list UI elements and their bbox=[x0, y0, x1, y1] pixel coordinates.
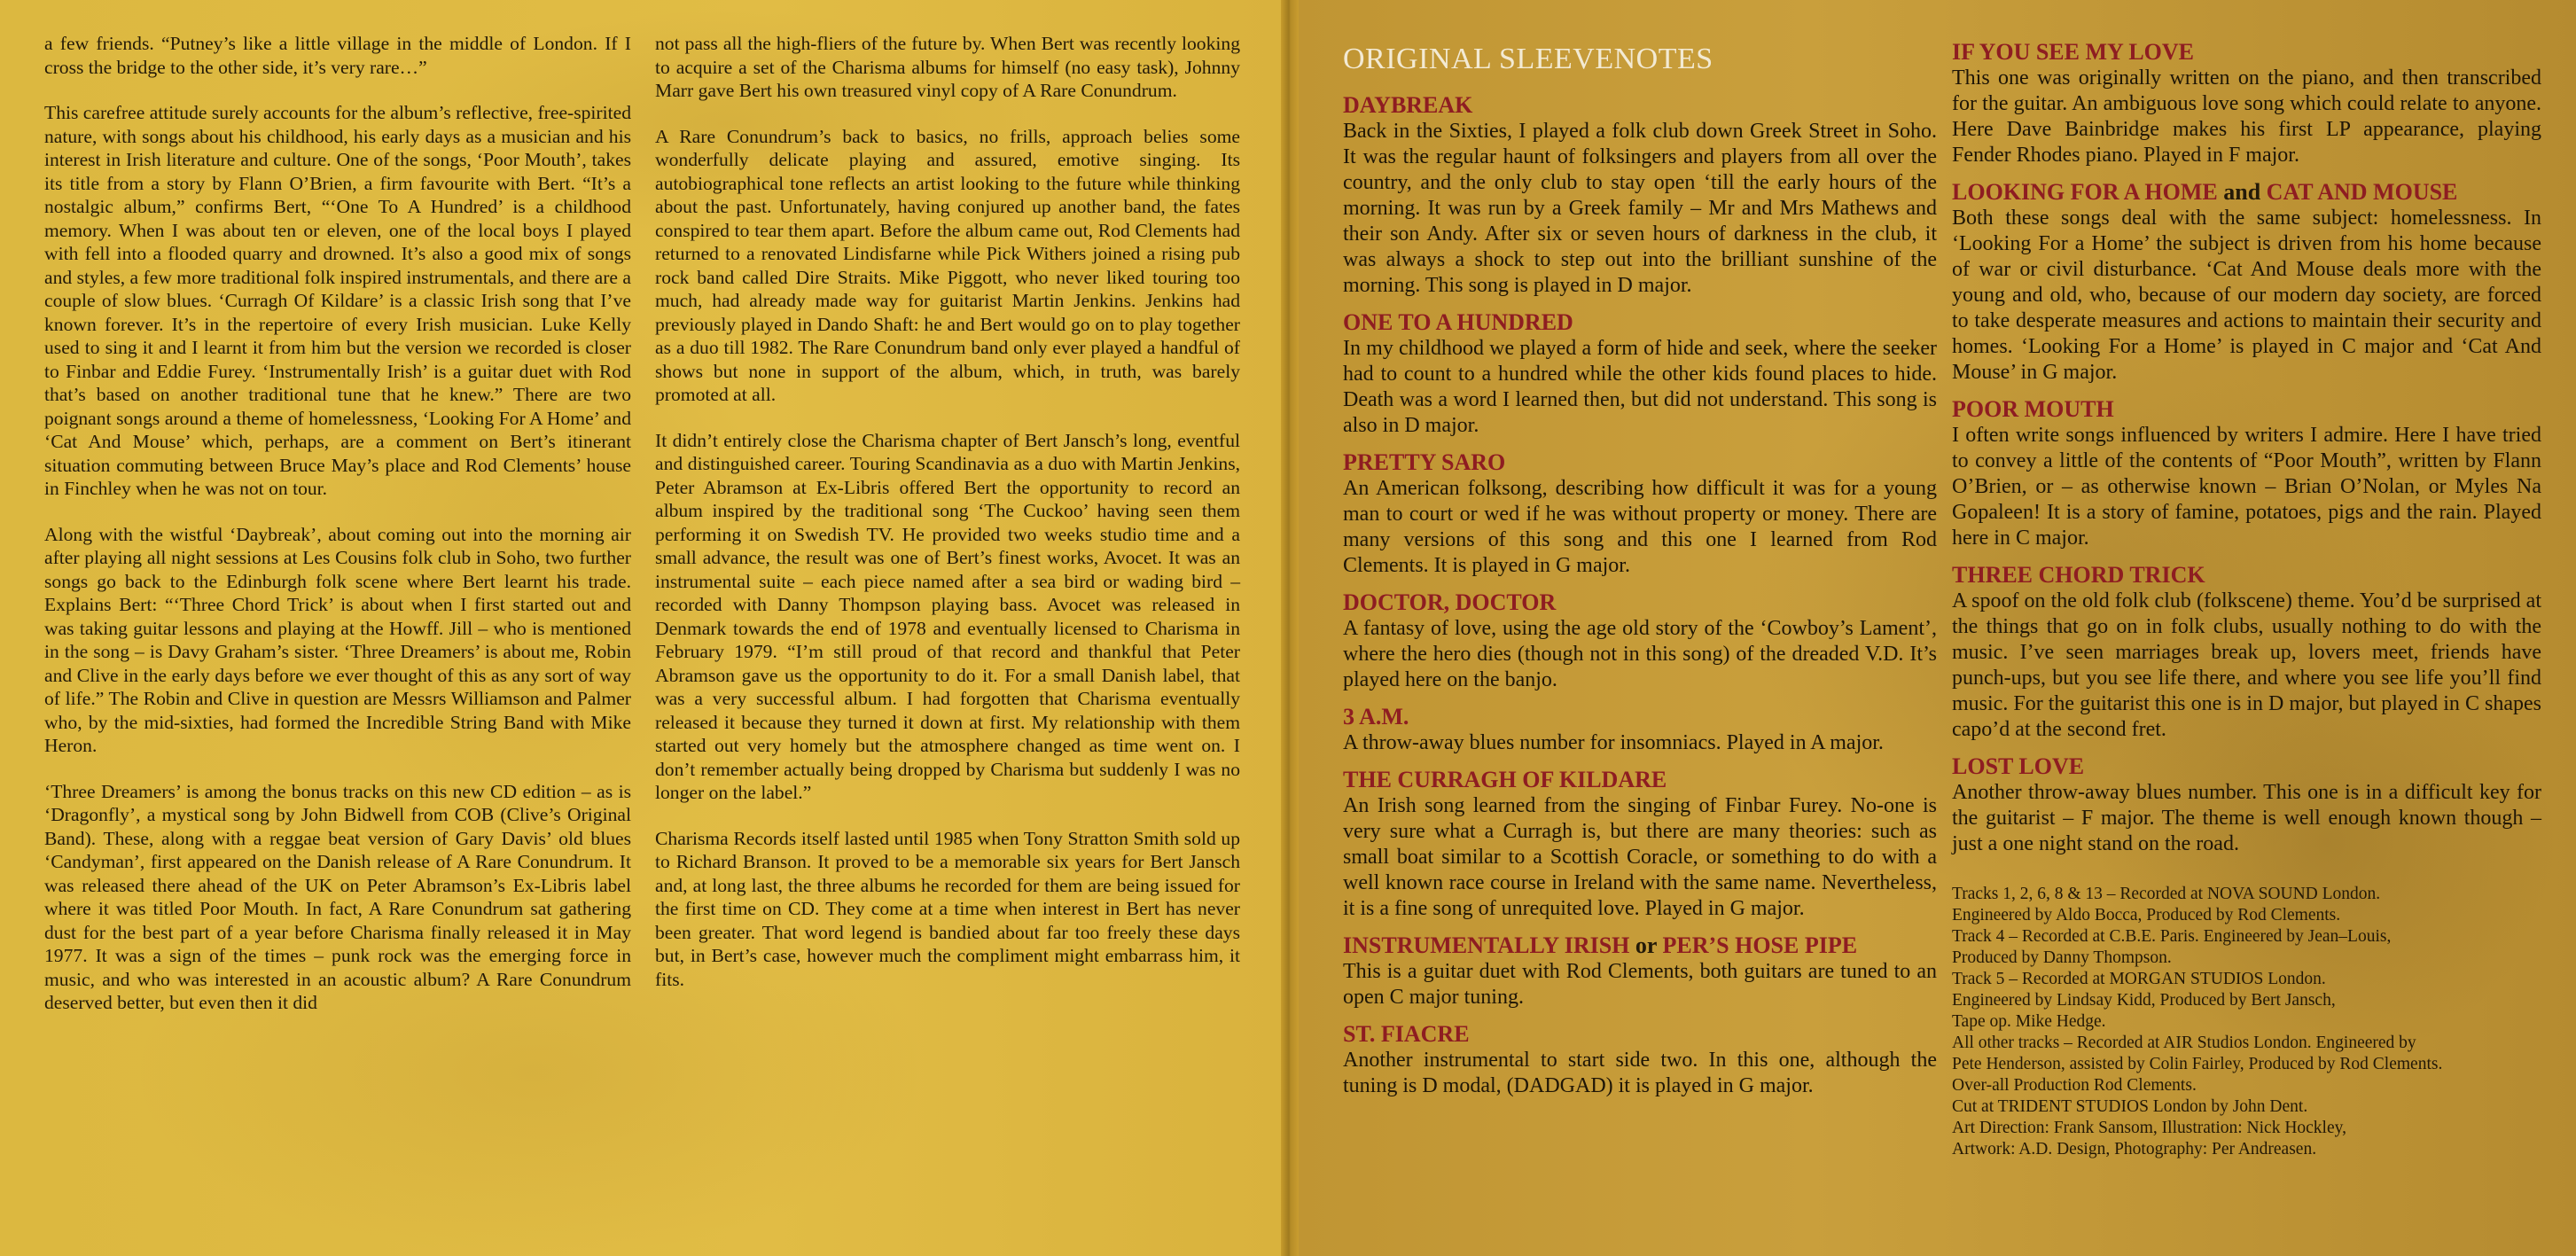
credit-line: Produced by Danny Thompson. bbox=[1952, 948, 2172, 967]
song-title: 3 A.M. bbox=[1343, 704, 1409, 729]
credit-line: Tracks 1, 2, 6, 8 & 13 – Recorded at NOVA SOUND London. bbox=[1952, 885, 2381, 903]
song-description: This is a guitar duet with Rod Clements, both guitars are tuned to an open C major tuning. bbox=[1343, 960, 1937, 1009]
song-title: THREE CHORD TRICK bbox=[1952, 562, 2205, 588]
song-title bbox=[1952, 179, 2541, 206]
song-description: Another instrumental to start side two. In this one, although the tuning is D modal, (DADGAD) it is played in G major. bbox=[1343, 1049, 1937, 1097]
song-title: THE CURRAGH OF KILDARE bbox=[1343, 767, 1667, 792]
song-description: Back in the Sixties, I played a folk club down Greek Street in Soho. It was the regular haunt of folksingers and players from all over the country, and the only club to stay open ‘till the early hours of the morning. It was run by a Greek family – Mr and Mrs Mathews and their son Andy. After six or seven hours of darkness in the club, it was always a shock to step out into the brilliant sunshine of the morning. This song is played in D major. bbox=[1343, 120, 1937, 297]
credit-line: Cut at TRIDENT STUDIOS London by John Dent. bbox=[1952, 1097, 2308, 1116]
article-paragraph: It didn’t entirely close the Charisma chapter of Bert Jansch’s long, eventful and distinguished career. Touring Scandinavia as a duo with Martin Jenkins, Peter Abramson at Ex-Libris offered Bert the opportunity to record an album inspired by the traditional song ‘The Cuckoo’ having seen them performing it on Swedish TV. He provided two weeks studio time and a small advance, the result was one of Bert’s finest works, Avocet. It was an instrumental suite – each piece named after a sea bird or wading bird – recorded with Danny Thompson playing bass. Avocet was released in Denmark towards the end of 1978 and eventually licensed to Charisma in February 1979. “I’m still proud of that record and thankful that Peter Abramson gave us the opportunity to do it. For a small Danish label, that was a very successful album. I had forgotten that Charisma eventually released it because they turned it down at first. My relationship with them started out very homely but the atmosphere changed as time went on. I don’t remember actually being dropped by Charisma but suddenly I was no longer on the label.” bbox=[655, 429, 1240, 803]
song-title: LOST LOVE bbox=[1952, 753, 2085, 779]
song-description: An American folksong, describing how difficult it was for a young man to court or wed if he was without property or money. There are many versions of this song and this one I learned from Rod Clements. It is played in G major. bbox=[1343, 477, 1937, 577]
section-heading: ORIGINAL SLEEVENOTES bbox=[1343, 43, 1713, 75]
page-gutter bbox=[1281, 0, 1299, 1256]
song-note bbox=[1952, 39, 2541, 168]
credit-line: Artwork: A.D. Design, Photography: Per Andreasen. bbox=[1952, 1140, 2317, 1158]
song-description: This one was originally written on the piano, and then transcribed for the guitar. An ambiguous love song which could relate to anyone. Here Dave Bainbridge makes his first LP appearance, playing Fender Rhodes piano. Played in F major. bbox=[1952, 66, 2541, 167]
credit-line: Over-all Production Rod Clements. bbox=[1952, 1076, 2197, 1095]
article-paragraph: a few friends. “Putney’s like a little village in the middle of London. If I cross the bridge to the other side, it’s very rare…” bbox=[44, 33, 631, 78]
song-title: IF YOU SEE MY LOVE bbox=[1952, 39, 2195, 65]
song-description: In my childhood we played a form of hide and seek, where the seeker had to count to a hundred while the other kids found places to hide. Death was a word I learned then, but did not understand. This song is also in D major. bbox=[1343, 337, 1937, 437]
song-note bbox=[1952, 562, 2541, 743]
song-note bbox=[1343, 704, 1937, 756]
song-title-part: CAT AND MOUSE bbox=[2266, 179, 2458, 205]
song-title: ST. FIACRE bbox=[1343, 1021, 1470, 1047]
song-title: PRETTY SARO bbox=[1343, 449, 1506, 475]
song-title-part: PER’S HOSE PIPE bbox=[1662, 932, 1858, 958]
left-page bbox=[0, 0, 1281, 1256]
song-note bbox=[1343, 932, 1937, 1010]
song-description: I often write songs influenced by writers I admire. Here I have tried to convey a little of the contents of “Poor Mouth”, written by Flann O’Brien, or – as otherwise known – Brian O’Nolan, or Myles Na Gopaleen! It is a story of famine, potatoes, pigs and the rain. Played here in C major. bbox=[1952, 424, 2541, 550]
song-title-part: LOOKING FOR A HOME bbox=[1952, 179, 2218, 205]
sleevenotes-column-2 bbox=[1952, 39, 2541, 1160]
article-column-2 bbox=[655, 32, 1240, 1013]
credit-line: Tape op. Mike Hedge. bbox=[1952, 1012, 2106, 1031]
song-description: Another throw-away blues number. This one is in a difficult key for the guitarist – F major. The theme is well enough known though – just a one night stand on the road. bbox=[1952, 781, 2541, 855]
credit-line: Pete Henderson, assisted by Colin Fairley, Produced by Rod Clements. bbox=[1952, 1055, 2443, 1073]
article-column-1 bbox=[44, 32, 631, 1037]
song-note bbox=[1343, 589, 1937, 693]
song-title: POOR MOUTH bbox=[1952, 396, 2114, 422]
recording-credits bbox=[1952, 884, 2541, 1160]
song-note bbox=[1343, 92, 1937, 299]
song-title bbox=[1343, 932, 1937, 959]
song-title: DOCTOR, DOCTOR bbox=[1343, 589, 1557, 615]
song-description: An Irish song learned from the singing of Finbar Furey. No-one is very sure what a Curragh is, but there are many theories: such as small boat similar to a Scottish Coracle, or something to do with a well known race course in Ireland with the same name. Nevertheless, it is a fine song of unrequited love. Played in G major. bbox=[1343, 794, 1937, 920]
article-paragraph: Along with the wistful ‘Daybreak’, about coming out into the morning air after playing all night sessions at Les Cousins folk club in Soho, two further songs go back to the Edinburgh folk scene where Bert learnt his trade. Explains Bert: “‘Three Chord Trick’ is about when I first started out and was taking guitar lessons and playing at the Howff. Jill – who is mentioned in the song – is Davy Graham’s sister. ‘Three Dreamers’ is about me, Robin and Clive in the early days before we ever thought of this as any sort of way of life.” The Robin and Clive in question are Messrs Williamson and Palmer who, by the mid-sixties, had formed the Incredible String Band with Mike Heron. bbox=[44, 523, 631, 756]
credit-line: Engineered by Lindsay Kidd, Produced by Bert Jansch, bbox=[1952, 991, 2336, 1010]
song-title: ONE TO A HUNDRED bbox=[1343, 309, 1573, 335]
song-title: DAYBREAK bbox=[1343, 92, 1473, 118]
article-paragraph: Charisma Records itself lasted until 1985 when Tony Stratton Smith sold up to Richard Branson. It proved to be a memorable six years for Bert Jansch and, at long last, the three albums he recorded for them are being issued for the first time on CD. They come at a time when interest in Bert has never been greater. That word legend is bandied about far too freely these days but, in Bert’s case, however much the compliment might embarrass him, it fits. bbox=[655, 827, 1240, 990]
song-note bbox=[1343, 309, 1937, 439]
song-note bbox=[1343, 449, 1937, 579]
sleevenotes-column-1 bbox=[1343, 32, 1937, 1110]
article-paragraph: ‘Three Dreamers’ is among the bonus tracks on this new CD edition – as is ‘Dragonfly’, a mystical song by John Bidwell from COB (Clive’s Original Band). These, along with a reggae beat version of Gary Davis’ old blues ‘Candyman’, first appeared on the Danish release of A Rare Conundrum. It was released there ahead of the UK on Peter Abramson’s Ex-Libris label where it was titled Poor Mouth. In fact, A Rare Conundrum sat gathering dust for the best part of a year before Charisma finally released it in May 1977. It was a sign of the times – punk rock was the emerging force in music, and who was interested in an acoustic album? A Rare Conundrum deserved better, but even then it did bbox=[44, 780, 631, 1013]
song-note bbox=[1343, 767, 1937, 922]
title-conjunction: or bbox=[1635, 932, 1657, 958]
credit-line: All other tracks – Recorded at AIR Studios London. Engineered by bbox=[1952, 1034, 2416, 1052]
credit-line: Track 5 – Recorded at MORGAN STUDIOS London. bbox=[1952, 970, 2326, 988]
song-note bbox=[1343, 1021, 1937, 1099]
credit-line: Engineered by Aldo Bocca, Produced by Rod Clements. bbox=[1952, 906, 2341, 924]
article-paragraph: not pass all the high-fliers of the future by. When Bert was recently looking to acquire a set of the Charisma albums for himself (no easy task), Johnny Marr gave Bert his own treasured vinyl copy of A Rare Conundrum. bbox=[655, 33, 1240, 101]
song-note bbox=[1952, 396, 2541, 551]
song-description: A throw-away blues number for insomniacs. Played in A major. bbox=[1343, 731, 1884, 754]
title-conjunction: and bbox=[2223, 179, 2261, 205]
song-note bbox=[1952, 753, 2541, 857]
credit-line: Track 4 – Recorded at C.B.E. Paris. Engineered by Jean–Louis, bbox=[1952, 927, 2392, 946]
song-description: A spoof on the old folk club (folkscene) theme. You’d be surprised at the things that go on in folk clubs, usually nothing to do with the music. I’ve seen marriages break up, lovers meet, friends have punch-ups, but you see life there, and where you see life you’ll find music. For the guitarist this one is in D major, but played in C shapes capo’d at the second fret. bbox=[1952, 589, 2541, 741]
song-description: Both these songs deal with the same subject: homelessness. In ‘Looking For a Home’ the subject is driven from his home because of war or civil disturbance. ‘Cat And Mouse deals more with the young and old, who, because of our modern day society, are forced to take desperate measures and actions to maintain their security and homes. ‘Looking For a Home’ is played in C major and ‘Cat And Mouse’ in G major. bbox=[1952, 207, 2541, 384]
song-description: A fantasy of love, using the age old story of the ‘Cowboy’s Lament’, where the hero dies (though not in this song) of the dreaded V.D. It’s played here on the banjo. bbox=[1343, 617, 1937, 691]
article-paragraph: A Rare Conundrum’s back to basics, no frills, approach belies some wonderfully delicate playing and assured, emotive singing. Its autobiographical tone reflects an artist looking to the future while thinking about the past. Unfortunately, having conjured up another band, the fates conspired to tear them apart. Before the album came out, Rod Clements had returned to a renovated Lindisfarne while Pick Withers joined a rising pub rock band called Dire Straits. Mike Piggott, who never liked touring too much, had already made way for guitarist Martin Jenkins. Jenkins had previously played in Dando Shaft: he and Bert would go on to play together as a duo till 1982. The Rare Conundrum band only ever played a handful of shows but none in support of the album, which, in truth, was barely promoted at all. bbox=[655, 125, 1240, 405]
song-title-part: INSTRUMENTALLY IRISH bbox=[1343, 932, 1630, 958]
credit-line: Art Direction: Frank Sansom, Illustration: Nick Hockley, bbox=[1952, 1119, 2346, 1137]
song-note bbox=[1952, 179, 2541, 386]
article-paragraph: This carefree attitude surely accounts for the album’s reflective, free-spirited nature, with songs about his childhood, his early days as a musician and his interest in Irish literature and culture. One of the songs, ‘Poor Mouth’, takes its title from a story by Flann O’Brien, a firm favourite with Bert. “It’s a nostalgic album,” confirms Bert, “‘One To A Hundred’ is a childhood memory. When I was about ten or eleven, one of the local boys I played with fell into a flooded quarry and drowned. It’s also a good mix of songs and styles, a few more traditional folk inspired instrumentals, and there are a couple of slow blues. ‘Curragh Of Kildare’ is a classic Irish song that I’ve known forever. It’s in the repertoire of every Irish musician. Luke Kelly used to sing it and I learnt it from him but the version we recorded is closer to Finbar and Eddie Furey. ‘Instrumentally Irish’ is a guitar duet with Rod that’s based on another traditional tune that he knew.” There are two poignant songs around a theme of homelessness, ‘Looking For A Home’ and ‘Cat And Mouse’ which, perhaps, are a comment on Bert’s itinerant situation commuting between Bruce May’s place and Rod Clements’ house in Finchley when he was not on tour. bbox=[44, 102, 631, 499]
